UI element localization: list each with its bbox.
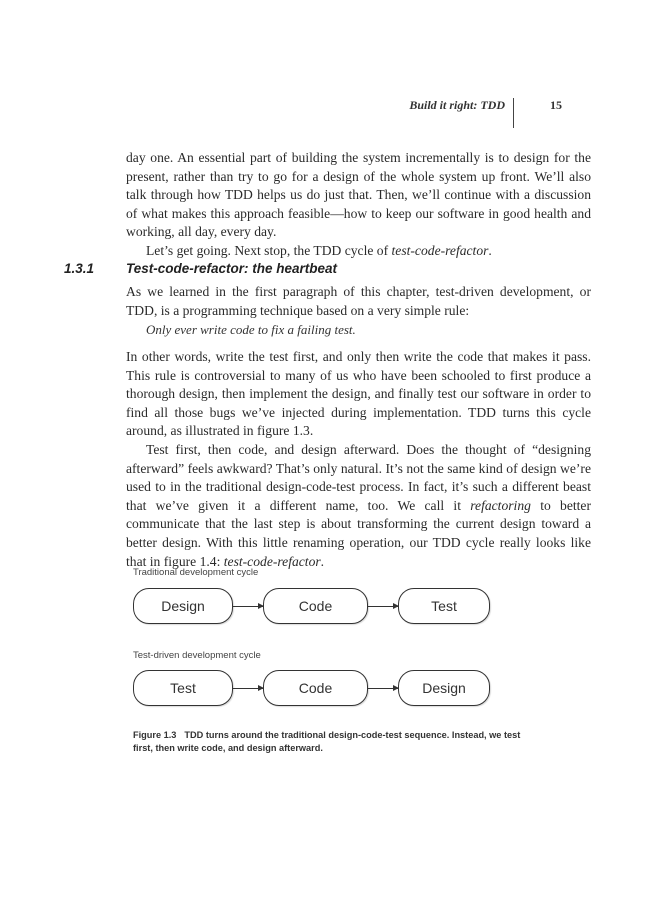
term-test-code-refactor-2: test-code-refactor — [223, 553, 321, 569]
tdd-cycle-label: Test-driven development cycle — [133, 650, 261, 661]
tdd-step-test: Test — [133, 670, 233, 706]
body-paragraph-1: As we learned in the first paragraph of this chapter, test-driven development, or TDD, is a programming technique based on a very simple rule: — [126, 284, 591, 318]
term-refactoring: refactoring — [470, 497, 531, 513]
traditional-step-design: Design — [133, 588, 233, 624]
arrow-right-icon — [368, 606, 398, 607]
section-number: 1.3.1 — [64, 261, 95, 276]
running-head-divider — [513, 98, 514, 128]
section-intro — [126, 283, 591, 320]
body-paragraph-2: In other words, write the test first, and only then write the code that makes it pass. This rule is controversial to many of us who have been schooled to first produce a thorough design, then implement the design, and finally test our software in order to find all those bugs we’ve injected during implementation. TDD turns this cycle around, as illustrated in figure 1.3. — [126, 349, 591, 439]
page-number: 15 — [550, 98, 562, 112]
figure-number: Figure 1.3 — [133, 730, 177, 740]
section-body — [126, 348, 591, 571]
traditional-step-test: Test — [398, 588, 490, 624]
tdd-step-code: Code — [263, 670, 368, 706]
body-paragraph-3: Test first, then code, and design afterward. Does the thought of “designing afterward” feels awkward? That’s only natural. It’s not the same kind of design we’re used to in the traditional design-code-test process. In fact, it’s such a different beast that we’ve given it a different name, too. We call it refactoring to better communicate that the last step is about transforming the current design toward a better design. With this little renaming operation, our TDD cycle really looks like that in figure 1.4: test-code-refactor. — [126, 441, 591, 569]
tdd-step-design: Design — [398, 670, 490, 706]
term-test-code-refactor: test-code-refactor — [391, 242, 489, 258]
arrow-right-icon — [233, 606, 263, 607]
traditional-cycle-label: Traditional development cycle — [133, 567, 259, 578]
arrow-right-icon — [233, 688, 263, 689]
section-title: Test-code-refactor: the heartbeat — [126, 261, 338, 276]
running-head-title: Build it right: TDD — [409, 98, 505, 112]
figure-caption-text: TDD turns around the traditional design-code-test sequence. Instead, we test first, then write code, and design afterward. — [133, 730, 521, 753]
figure-caption — [133, 729, 533, 755]
intro-paragraph-2: Let’s get going. Next stop, the TDD cycle of test-code-refactor. — [146, 242, 492, 258]
running-head — [400, 98, 600, 128]
tdd-rule-quote: Only ever write code to fix a failing test. — [146, 322, 356, 337]
traditional-step-code: Code — [263, 588, 368, 624]
arrow-right-icon — [368, 688, 398, 689]
intro-paragraph-1: day one. An essential part of building the system incrementally is to design for the present, rather than try to go for a design of the whole system up front. We’ll also talk through how TDD helps us do just that. Then, we’ll continue with a discussion of what makes this approach feasible—how to keep our software in good health and working, all day, every day. — [126, 150, 591, 240]
intro-text — [126, 149, 591, 261]
